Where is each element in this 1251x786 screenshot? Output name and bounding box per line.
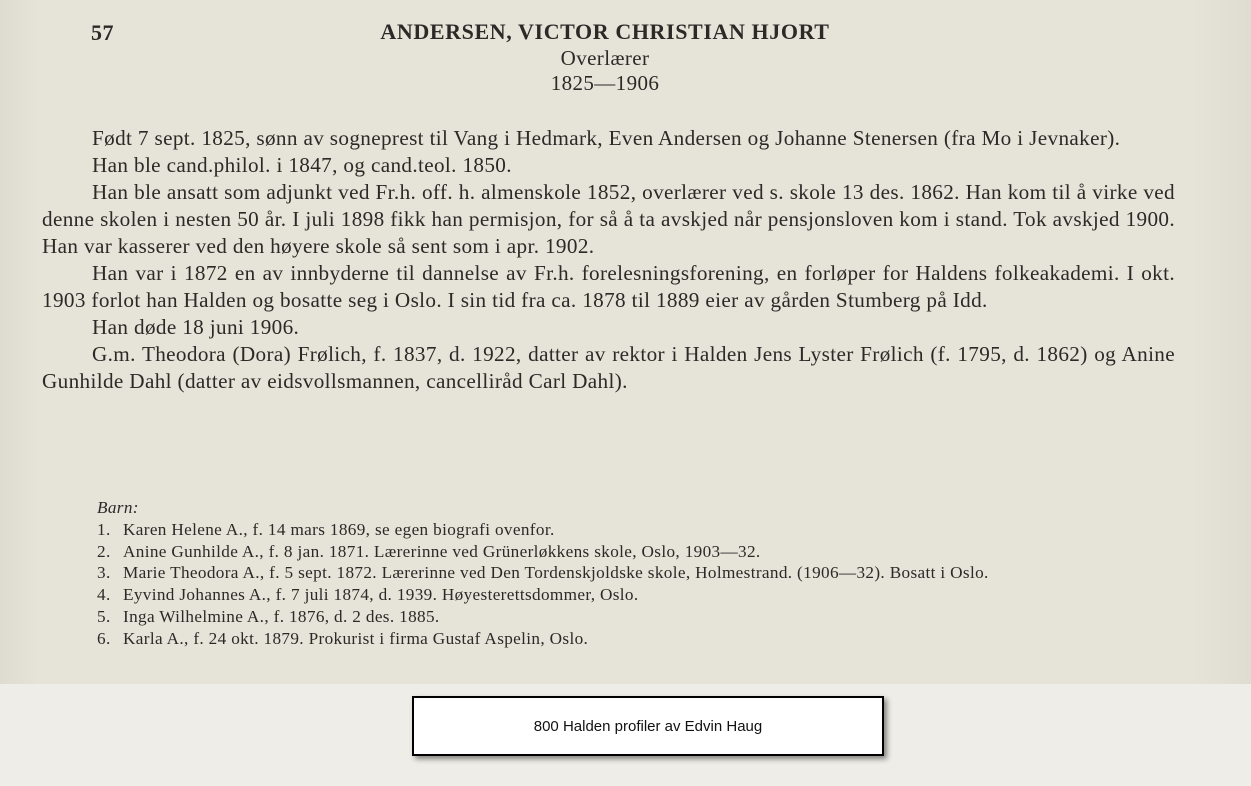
person-years: 1825—1906: [550, 71, 660, 95]
list-item-text: Inga Wilhelmine A., f. 1876, d. 2 des. 1885.: [123, 606, 440, 626]
list-item-number: 3.: [97, 563, 111, 583]
list-item-text: Marie Theodora A., f. 5 sept. 1872. Lærerinne ved Den Tordenskjoldske skole, Holmestrand. (1906—32). Bosatt i Oslo.: [123, 563, 989, 583]
children-section: [97, 497, 1177, 650]
caption-text: 800 Halden profiler av Edvin Haug: [533, 717, 763, 735]
paragraph-marriage: G.m. Theodora (Dora) Frølich, f. 1837, d. 1922, datter av rektor i Halden Jens Lyster Frølich (f. 1795, d. 1862) og Anine Gunhilde Dahl (datter av eidsvollsmannen, cancelliråd Carl Dahl).: [42, 342, 1175, 393]
list-item-text: Karen Helene A., f. 14 mars 1869, se egen biografi ovenfor.: [123, 519, 555, 539]
caption-box: [412, 696, 884, 756]
biography-header: [340, 18, 870, 96]
list-item: [97, 541, 1177, 563]
list-item-number: 6.: [97, 628, 111, 648]
children-heading: Barn:: [97, 498, 139, 517]
children-list: [97, 519, 1177, 650]
list-item-text: Karla A., f. 24 okt. 1879. Prokurist i firma Gustaf Aspelin, Oslo.: [123, 628, 589, 648]
list-item: [97, 628, 1177, 650]
page-number: 57: [91, 20, 114, 45]
biography-text: [42, 125, 1175, 395]
list-item-text: Eyvind Johannes A., f. 7 juli 1874, d. 1939. Høyesterettsdommer, Oslo.: [123, 585, 639, 605]
list-item-number: 4.: [97, 585, 111, 605]
paragraph-community: Han var i 1872 en av innbyderne til dannelse av Fr.h. forelesningsforening, en forløper for Haldens folkeakademi. I okt. 1903 forlot han Halden og bosatte seg i Oslo. I sin tid fra ca. 1878 til 1889 eier av gården Stumberg på Idd.: [42, 261, 1175, 312]
paragraph-birth: Født 7 sept. 1825, sønn av sogneprest til Vang i Hedmark, Even Andersen og Johanne Stenersen (fra Mo i Jevnaker).: [92, 126, 1121, 150]
paragraph-death: Han døde 18 juni 1906.: [92, 315, 300, 339]
list-item: [97, 584, 1177, 606]
paragraph-education: Han ble cand.philol. i 1847, og cand.teol. 1850.: [92, 153, 512, 177]
list-item: [97, 519, 1177, 541]
list-item-number: 5.: [97, 606, 111, 626]
list-item: [97, 562, 1177, 584]
paragraph-career: Han ble ansatt som adjunkt ved Fr.h. off. h. almenskole 1852, overlærer ved s. skole 13 des. 1862. Han kom til å virke ved denne skolen i nesten 50 år. I juli 1898 fikk han permisjon, for så å ta avskjed når pensjonsloven kom i stand. Tok avskjed 1900. Han var kasserer ved den høyere skole så sent som i apr. 1902.: [42, 180, 1175, 258]
list-item-number: 2.: [97, 541, 111, 561]
list-item: [97, 606, 1177, 628]
person-title: Overlærer: [560, 46, 650, 70]
person-name: ANDERSEN, VICTOR CHRISTIAN HJORT: [380, 19, 830, 44]
list-item-number: 1.: [97, 519, 111, 539]
list-item-text: Anine Gunhilde A., f. 8 jan. 1871. Lærerinne ved Grünerløkkens skole, Oslo, 1903—32.: [123, 541, 761, 561]
